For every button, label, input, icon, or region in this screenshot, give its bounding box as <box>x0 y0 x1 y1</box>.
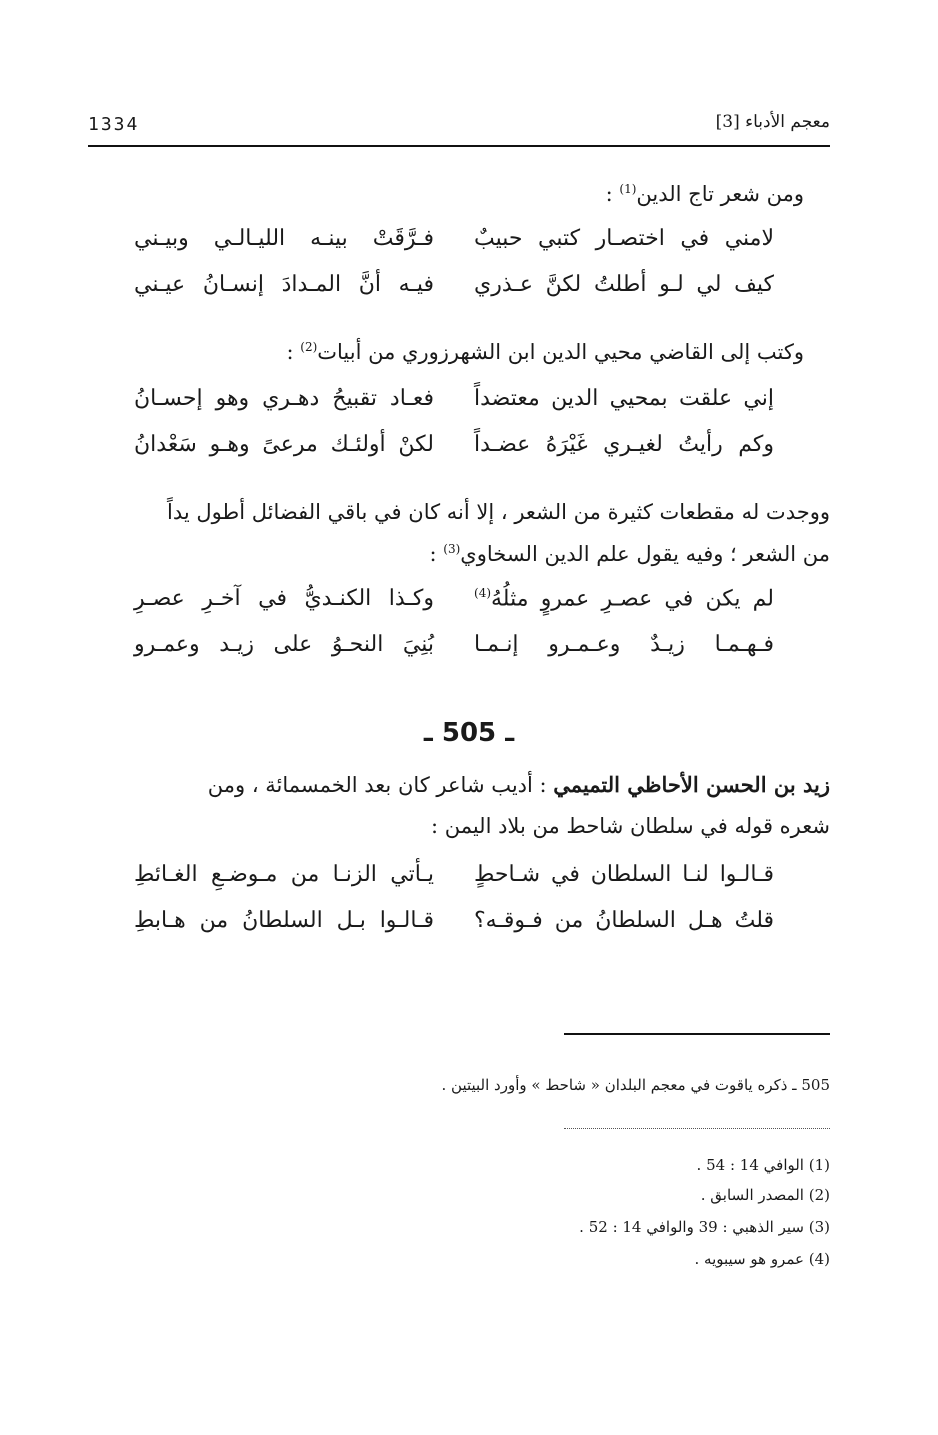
page-header <box>88 106 830 142</box>
verse-first-hemistich: قـالـوا لنـا السلطان في شـاحطٍ <box>474 862 774 887</box>
footnote-ref-4: (4) <box>474 586 492 600</box>
verse <box>134 632 774 672</box>
page-number: 1334 <box>88 114 140 135</box>
verse-second-hemistich: وكـذا الكنـديُّ في آخـرِ عصـرِ <box>134 586 434 611</box>
footnote-item: (2) المصدر السابق . <box>700 1186 830 1204</box>
entry-name: زيد بن الحسن الأحاظي التميمي <box>553 772 830 797</box>
entry-first-line <box>208 772 830 797</box>
entry-text: : أديب شاعر كان بعد الخمسمائة ، ومن <box>207 773 554 797</box>
verse <box>134 862 774 902</box>
footnote-ref-2: (2) <box>300 340 318 354</box>
verse <box>134 586 774 626</box>
dotted-rule <box>564 1128 830 1129</box>
verse-first-hemistich: إني علقت بمحيي الدين معتضداً <box>474 386 774 411</box>
verse-second-hemistich: فعـاد تقبيحُ دهـري وهو إحسـانُ <box>134 386 434 411</box>
intro-text: وكتب إلى القاضي محيي الدين ابن الشهرزوري من أبيات <box>317 340 804 364</box>
verse-first-hemistich: قلتُ هـل السلطانُ من فـوقـه؟ <box>474 908 774 933</box>
verse-first-hemistich <box>474 586 774 611</box>
footnote-item: (4) عمرو هو سيبويه . <box>694 1250 830 1268</box>
verse-first-hemistich: وكم رأيتُ لغيـري غَيْرَهُ عضـداً <box>474 432 774 457</box>
entry-footnote: 505 ـ ذكره ياقوت في معجم البلدان « شاحط » وأورد البيتين . <box>441 1076 830 1094</box>
verse-first-hemistich: لامني في اختصـار كتبي حبيبٌ <box>474 226 774 251</box>
running-title: معجم الأدباء [3] <box>715 112 830 132</box>
paragraph-line <box>430 542 831 566</box>
paragraph-text: من الشعر ؛ وفيه يقول علم الدين السخاوي <box>460 542 830 566</box>
colon: : <box>286 340 301 364</box>
verse-second-hemistich: فـرَّقَتْ بينـه الليـالـي وبيـني <box>134 226 434 251</box>
entry-second-line: شعره قوله في سلطان شاحط من بلاد اليمن : <box>430 814 830 838</box>
footnote-item: (3) سير الذهبي : 39 والوافي 14 : 52 . <box>579 1218 830 1236</box>
verse <box>134 272 774 312</box>
verse-second-hemistich: قـالـوا بـل السلطانُ من هـابطِ <box>134 908 434 933</box>
verse-second-hemistich: يـأتي الزنـا من مـوضـعِ الغـائطِ <box>134 862 434 887</box>
verse-first-hemistich: فـهـمـا زيـدٌ وعـمـرو إنـمـا <box>474 632 774 657</box>
footnote-ref-1: (1) <box>619 182 637 196</box>
header-rule <box>88 145 830 147</box>
colon: : <box>605 182 620 206</box>
verse-first-hemistich: كيف لي لـو أطلتُ لكنَّ عـذري <box>474 272 774 297</box>
verse-second-hemistich: لكنْ أولئـك مرعىً وهـو سَعْدانُ <box>134 432 434 457</box>
intro-line-letter <box>286 340 804 364</box>
entry-number: ـ 505 ـ <box>423 718 515 748</box>
verse-second-hemistich: بُنِيَ النحـوُ على زيـد وعمـرو <box>134 632 434 657</box>
footnote-item: (1) الوافي 14 : 54 . <box>696 1156 830 1174</box>
footnote-rule <box>564 1033 830 1035</box>
paragraph-line: ووجدت له مقطعات كثيرة من الشعر ، إلا أنه كان في باقي الفضائل أطول يداً <box>167 500 830 524</box>
hemistich-text: لم يكن في عصـرِ عمروٍ مثلُهُ <box>491 586 774 612</box>
footnote-ref-3: (3) <box>443 542 461 556</box>
verse <box>134 386 774 426</box>
intro-line-taj-aldin <box>606 182 804 206</box>
verse <box>134 226 774 266</box>
verse <box>134 432 774 472</box>
verse <box>134 908 774 948</box>
intro-text: ومن شعر تاج الدين <box>636 182 804 206</box>
colon: : <box>429 542 444 566</box>
verse-second-hemistich: فيـه أنَّ المـدادَ إنسـانُ عيـني <box>134 272 434 297</box>
